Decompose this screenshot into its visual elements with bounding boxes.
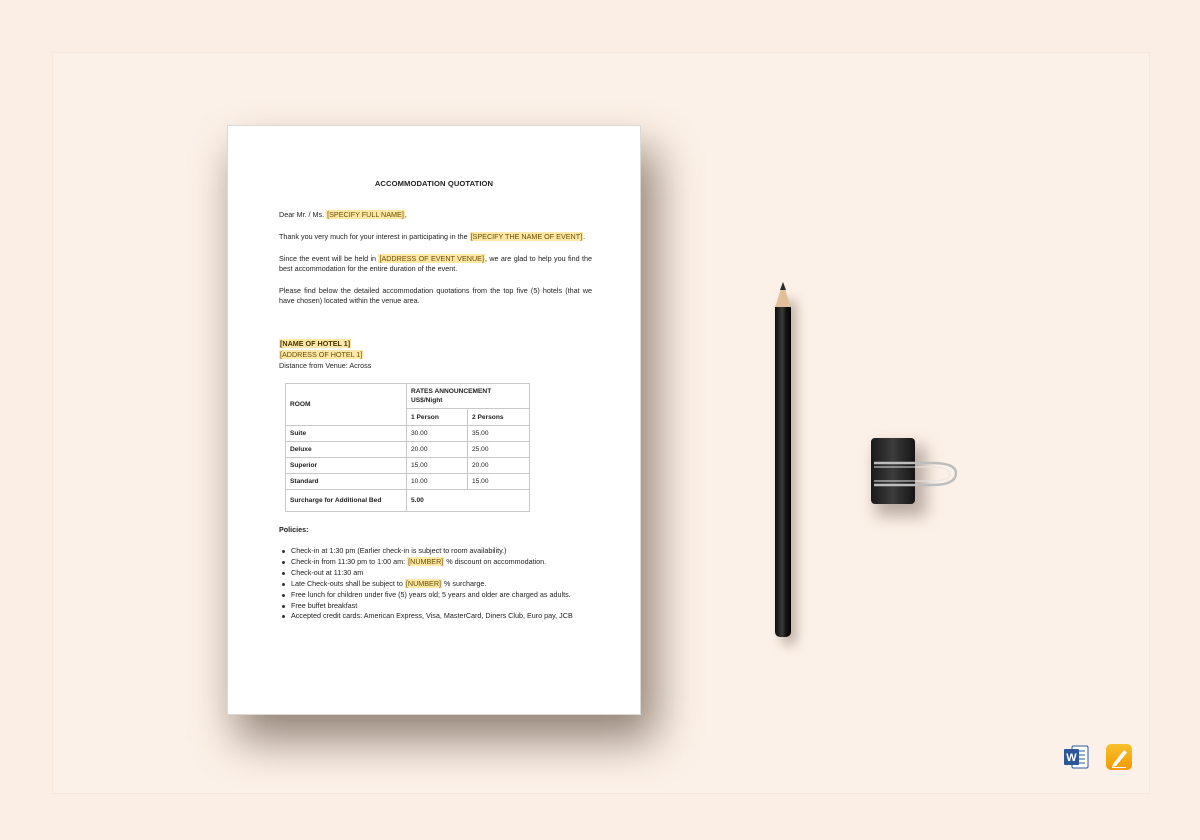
table-row [286,442,530,458]
placeholder-event-name: [SPECIFY THE NAME OF EVENT] [470,232,583,241]
placeholder-number: [NUMBER] [405,578,442,588]
paragraph-thank-you: Thank you very much for your interest in participating in the [SPECIFY THE NAME OF EVENT]. [279,232,586,241]
document-title: ACCOMMODATION QUOTATION [374,179,494,188]
room-type: Superior [286,458,407,474]
list-item: Accepted credit cards: American Express, Visa, MasterCard, Diners Club, Euro pay, JCB [291,611,611,622]
word-icon-graphic [1063,744,1089,770]
placeholder-venue-address: [ADDRESS OF EVENT VENUE] [379,254,484,263]
rate-one-person: 10.00 [407,474,468,490]
list-item: Check-in from 11:30 pm to 1:00 am: [NUMBER] % discount on accommodation. [291,557,611,568]
paragraph-quotations: Please find below the detailed accommodation quotations from the top five (5) hotels (that we have chosen) located within the venue area. [279,286,592,306]
col-one-person: 1 Person [407,409,468,426]
word-icon[interactable] [1063,744,1089,770]
placeholder-number: [NUMBER] [408,556,444,566]
pencil-body [775,307,791,637]
binder-clip-handle [872,445,964,505]
col-two-persons: 2 Persons [468,409,530,426]
word-icon-letter: W [1066,752,1077,764]
rate-two-persons: 15.00 [468,474,530,490]
pages-icon-graphic [1106,744,1132,770]
rate-one-person: 15.00 [407,458,468,474]
rate-two-persons: 35.00 [468,426,530,442]
hotel-address: [ADDRESS OF HOTEL 1] [280,350,363,359]
document-page [227,125,641,715]
rates-table [285,383,530,512]
list-item: Check-in at 1:30 pm (Earlier check-in is subject to room availability.) [291,546,611,557]
rate-one-person: 30.00 [407,426,468,442]
hotel-name: [NAME OF HOTEL 1] [280,339,351,348]
paragraph-venue: Since the event will be held in [ADDRESS OF EVENT VENUE], we are glad to help you find the best accommodation for the entire duration of the event. [279,254,592,274]
table-row [286,426,530,442]
placeholder-full-name: [SPECIFY FULL NAME] [327,210,404,219]
list-item: Late Check-outs shall be subject to [NUMBER] % surcharge. [291,579,611,590]
rate-two-persons: 25.00 [468,442,530,458]
pages-icon[interactable] [1106,744,1132,770]
policies-list [279,546,611,622]
room-type: Suite [286,426,407,442]
table-header-row [286,384,530,409]
room-type: Standard [286,474,407,490]
pencil-lead [780,282,786,290]
room-header: ROOM [286,384,407,426]
list-item: Check-out at 11:30 am [291,568,611,579]
table-row [286,458,530,474]
surcharge-label: Surcharge for Additional Bed [286,490,407,512]
surcharge-value: 5.00 [407,490,530,512]
rate-one-person: 20.00 [407,442,468,458]
room-type: Deluxe [286,442,407,458]
surcharge-row [286,490,530,512]
rate-two-persons: 20.00 [468,458,530,474]
policies-title: Policies: [279,525,309,534]
distance-from-venue: Distance from Venue: Across [279,361,372,370]
salutation: Dear Mr. / Ms. [SPECIFY FULL NAME], [279,210,407,219]
rates-header: RATES ANNOUNCEMENT US$/Night [407,384,530,409]
list-item: Free lunch for children under five (5) years old; 5 years and older are charged as adults. [291,590,611,601]
table-row [286,474,530,490]
list-item: Free buffet breakfast [291,601,611,612]
